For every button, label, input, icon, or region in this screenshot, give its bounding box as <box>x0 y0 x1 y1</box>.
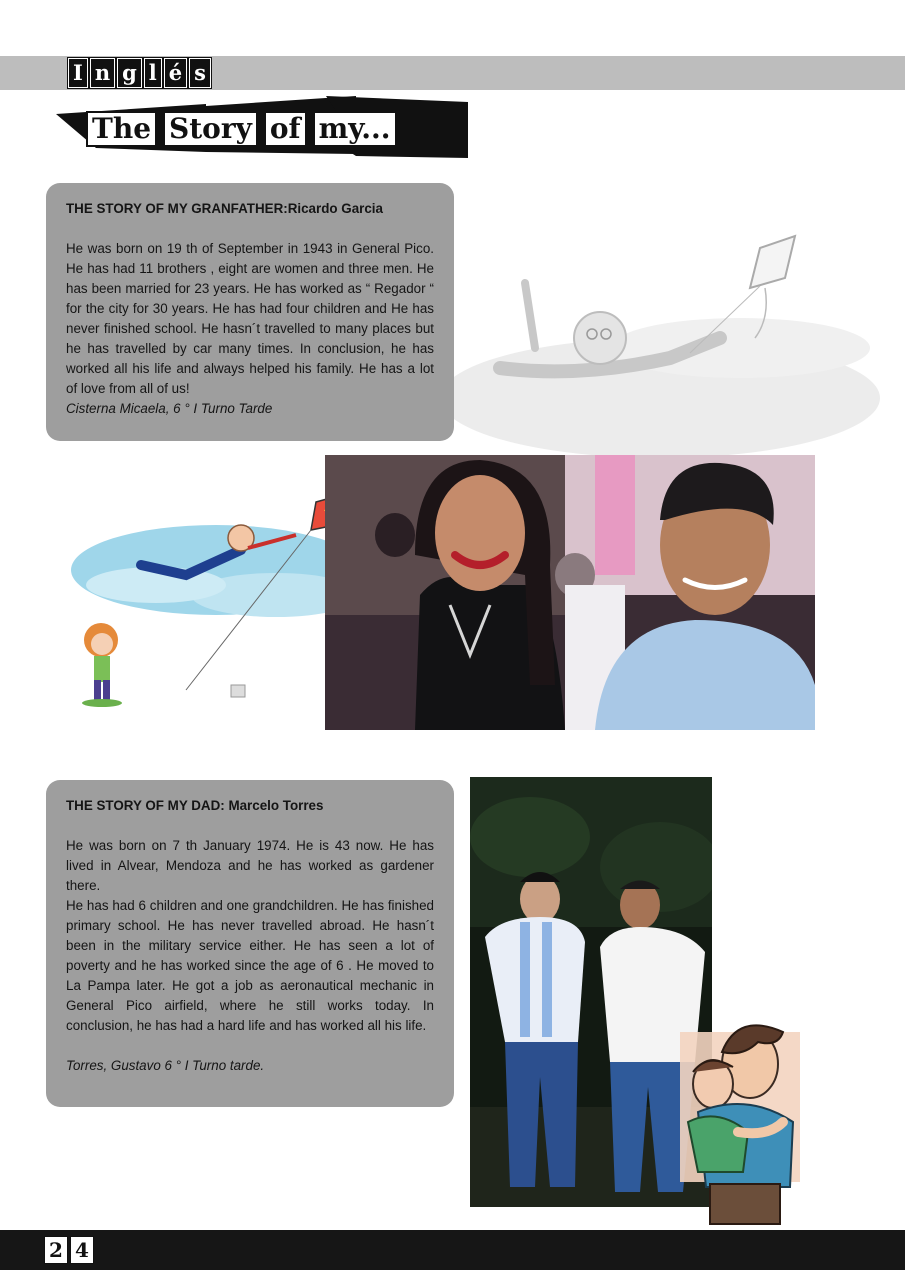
kite-flying-sketch-faded <box>440 228 880 468</box>
story-body: He has had 6 children and one grandchildren. He has finished primary school. He has never travelled abroad. He hasn´t been in the military service either. He has seen a lot of poverty and he has worked since the age of 6 . He moved to La Pampa later. He got a job as aeronautical mechanic in General Pico airfield, where he still works today. In conclusion, he has had a hard life and has worked all his life. <box>66 898 434 1033</box>
subject-letter: g <box>117 58 142 88</box>
hugging-cartoon-illustration <box>678 1012 808 1230</box>
story-title: THE STORY OF MY GRANFATHER:Ricardo Garcia <box>66 201 383 216</box>
subject-letter: s <box>189 58 211 88</box>
story-body: He was born on 19 th of September in 1943 in General Pico. He has had 11 brothers , eight are women and three men. He has been married for 23 years. He has worked as “ Regador “ for the city for 30 years. He has had four children and He has never finished school. He hasn´t travelled to many places but he has travelled by car many times. In conclusion, he has worked all his life and always helped his family. He has a lot of love from all of us! <box>66 241 434 396</box>
story-author: Torres, Gustavo 6 ° I Turno tarde. <box>66 1058 265 1073</box>
page-digit: 2 <box>44 1236 68 1264</box>
title-word: The <box>86 111 157 147</box>
kite-flying-illustration <box>66 490 366 715</box>
subject-letter: I <box>68 58 88 88</box>
story-body: He was born on 7 th January 1974. He is 43 now. He has lived in Alvear, Mendoza and he has worked as gardener there. <box>66 838 434 893</box>
title-word: my... <box>313 111 397 147</box>
story-dad <box>46 780 454 1107</box>
subject-letter: n <box>90 58 115 88</box>
page-digit: 4 <box>70 1236 94 1264</box>
subject-label <box>68 58 211 88</box>
story-title: THE STORY OF MY DAD: Marcelo Torres <box>66 798 324 813</box>
story-grandfather <box>46 183 454 441</box>
page-number <box>44 1236 94 1262</box>
subject-letter: l <box>144 58 162 88</box>
photo-grandfather-selfie <box>325 455 815 730</box>
page-title <box>86 111 397 147</box>
footer-band <box>0 1230 905 1270</box>
title-word: of <box>264 111 307 147</box>
title-word: Story <box>163 111 258 147</box>
story-author: Cisterna Micaela, 6 ° I Turno Tarde <box>66 401 273 416</box>
photo-dad-and-son <box>470 777 712 1207</box>
subject-letter: é <box>164 58 187 88</box>
